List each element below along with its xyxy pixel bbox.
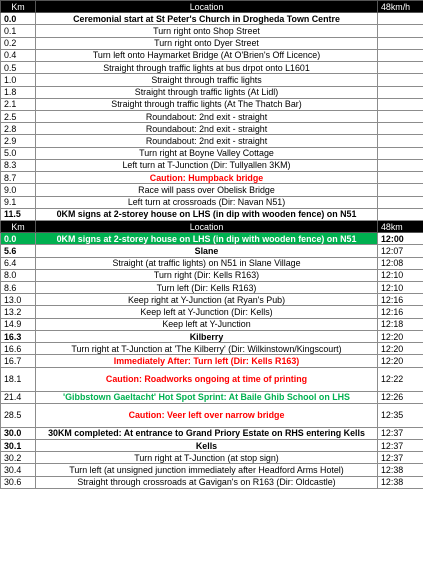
location-cell: Race will pass over Obelisk Bridge: [36, 184, 378, 196]
table-row: [1, 440, 423, 452]
location-cell: Roundabout: 2nd exit - straight: [36, 123, 378, 135]
location-cell: Turn left onto Haymarket Bridge (At O'Brien's Off Licence): [36, 49, 378, 61]
table-row: [1, 135, 423, 147]
location-cell: Straight (at traffic lights) on N51 in Slane Village: [36, 257, 378, 269]
time-cell: [378, 123, 423, 135]
km-cell: 8.3: [1, 159, 36, 171]
location-cell: Turn right at T-Junction at 'The Kilberry' (Dir: Wilkinstown/Kingscourt): [36, 343, 378, 355]
time-cell: [378, 196, 423, 208]
location-cell: Keep left at Y-Junction: [36, 318, 378, 330]
time-cell: 12:07: [378, 245, 423, 257]
time-cell: [378, 49, 423, 61]
table-row: [1, 110, 423, 122]
location-cell: Turn right onto Shop Street: [36, 25, 378, 37]
table-row: [1, 464, 423, 476]
location-cell: Caution: Humpback bridge: [36, 172, 378, 184]
km-cell: 1.0: [1, 74, 36, 86]
time-cell: 12:38: [378, 476, 423, 488]
table-row: [1, 343, 423, 355]
table-row: [1, 159, 423, 171]
km-cell: 16.6: [1, 343, 36, 355]
km-cell: 11.5: [1, 208, 36, 220]
km-cell: 8.0: [1, 269, 36, 281]
table-row: [1, 37, 423, 49]
location-cell: 30KM completed: At entrance to Grand Priory Estate on RHS entering Kells: [36, 427, 378, 439]
header-row: [1, 220, 423, 232]
km-cell: 16.7: [1, 355, 36, 367]
km-cell: 13.2: [1, 306, 36, 318]
table-row: [1, 196, 423, 208]
table-row: [1, 74, 423, 86]
km-cell: 30.4: [1, 464, 36, 476]
km-cell: 18.1: [1, 367, 36, 391]
location-cell: Location: [36, 220, 378, 232]
table-row: [1, 62, 423, 74]
km-cell: 5.0: [1, 147, 36, 159]
table-row: [1, 245, 423, 257]
km-cell: 0.4: [1, 49, 36, 61]
route-rows: [1, 1, 423, 489]
km-cell: 0.2: [1, 37, 36, 49]
km-cell: 2.8: [1, 123, 36, 135]
time-cell: 12:18: [378, 318, 423, 330]
km-cell: 30.6: [1, 476, 36, 488]
km-cell: 2.1: [1, 98, 36, 110]
time-cell: 12:38: [378, 464, 423, 476]
time-cell: 12:26: [378, 391, 423, 403]
time-cell: 48km/h: [378, 1, 423, 13]
location-cell: Turn left (at unsigned junction immediately after Headford Arms Hotel): [36, 464, 378, 476]
km-cell: 0.0: [1, 233, 36, 245]
km-cell: 1.8: [1, 86, 36, 98]
km-cell: 30.1: [1, 440, 36, 452]
table-row: [1, 269, 423, 281]
location-cell: Keep right at Y-Junction (at Ryan's Pub): [36, 294, 378, 306]
km-cell: 6.4: [1, 257, 36, 269]
location-cell: Keep left at Y-Junction (Dir: Kells): [36, 306, 378, 318]
time-cell: [378, 13, 423, 25]
time-cell: 12:16: [378, 306, 423, 318]
time-cell: [378, 159, 423, 171]
time-cell: 12:08: [378, 257, 423, 269]
time-cell: 12:10: [378, 269, 423, 281]
km-cell: 30.0: [1, 427, 36, 439]
table-row: [1, 147, 423, 159]
km-cell: 8.6: [1, 282, 36, 294]
location-cell: 'Gibbstown Gaeltacht' Hot Spot Sprint: At Baile Ghib School on LHS: [36, 391, 378, 403]
time-cell: 12:20: [378, 330, 423, 342]
time-cell: [378, 37, 423, 49]
km-cell: 9.0: [1, 184, 36, 196]
location-cell: Roundabout: 2nd exit - straight: [36, 110, 378, 122]
location-cell: Left turn at T-Junction (Dir: Tullyallen 3KM): [36, 159, 378, 171]
time-cell: [378, 147, 423, 159]
location-cell: Turn right onto Dyer Street: [36, 37, 378, 49]
location-cell: Caution: Veer left over narrow bridge: [36, 403, 378, 427]
location-cell: Straight through traffic lights (At The Thatch Bar): [36, 98, 378, 110]
time-cell: [378, 135, 423, 147]
location-cell: Straight through traffic lights: [36, 74, 378, 86]
location-cell: Straight through crossroads at Gavigan's on R163 (Dir: Oldcastle): [36, 476, 378, 488]
km-cell: 21.4: [1, 391, 36, 403]
time-cell: 12:35: [378, 403, 423, 427]
location-cell: Roundabout: 2nd exit - straight: [36, 135, 378, 147]
time-cell: 12:16: [378, 294, 423, 306]
table-row: [1, 13, 423, 25]
table-row: [1, 98, 423, 110]
table-row: [1, 49, 423, 61]
table-row: [1, 123, 423, 135]
table-row: [1, 306, 423, 318]
location-cell: Slane: [36, 245, 378, 257]
table-row: [1, 355, 423, 367]
location-cell: Location: [36, 1, 378, 13]
km-cell: 2.9: [1, 135, 36, 147]
km-cell: 9.1: [1, 196, 36, 208]
location-cell: Turn left (Dir: Kells R163): [36, 282, 378, 294]
km-cell: Km: [1, 1, 36, 13]
location-cell: Immediately After: Turn left (Dir: Kells R163): [36, 355, 378, 367]
location-cell: Turn right at Boyne Valley Cottage: [36, 147, 378, 159]
location-cell: Caution: Roadworks ongoing at time of printing: [36, 367, 378, 391]
time-cell: 12:22: [378, 367, 423, 391]
km-cell: 14.9: [1, 318, 36, 330]
km-cell: 0.0: [1, 13, 36, 25]
time-cell: [378, 110, 423, 122]
km-cell: 13.0: [1, 294, 36, 306]
table-row: [1, 25, 423, 37]
location-cell: Kilberry: [36, 330, 378, 342]
time-cell: 12:37: [378, 440, 423, 452]
time-cell: [378, 98, 423, 110]
location-cell: Turn right at T-Junction (at stop sign): [36, 452, 378, 464]
km-cell: 28.5: [1, 403, 36, 427]
time-cell: 12:20: [378, 343, 423, 355]
time-cell: [378, 184, 423, 196]
time-cell: 12:10: [378, 282, 423, 294]
time-cell: 48km: [378, 220, 423, 232]
table-row: [1, 476, 423, 488]
time-cell: 12:37: [378, 452, 423, 464]
table-row: [1, 318, 423, 330]
km-cell: 2.5: [1, 110, 36, 122]
location-cell: Straight through traffic lights at bus drpot onto L1601: [36, 62, 378, 74]
km-cell: Km: [1, 220, 36, 232]
time-cell: [378, 208, 423, 220]
header-row: [1, 1, 423, 13]
table-row: [1, 330, 423, 342]
table-row: [1, 233, 423, 245]
table-row: [1, 403, 423, 427]
table-row: [1, 391, 423, 403]
km-cell: 30.2: [1, 452, 36, 464]
table-row: [1, 257, 423, 269]
table-row: [1, 172, 423, 184]
table-row: [1, 367, 423, 391]
time-cell: [378, 62, 423, 74]
time-cell: [378, 86, 423, 98]
table-row: [1, 452, 423, 464]
location-cell: Turn right (Dir: Kells R163): [36, 269, 378, 281]
location-cell: Left turn at crossroads (Dir: Navan N51): [36, 196, 378, 208]
km-cell: 0.1: [1, 25, 36, 37]
km-cell: 16.3: [1, 330, 36, 342]
table-row: [1, 294, 423, 306]
time-cell: [378, 25, 423, 37]
location-cell: Kells: [36, 440, 378, 452]
km-cell: 0.5: [1, 62, 36, 74]
location-cell: 0KM signs at 2-storey house on LHS (in dip with wooden fence) on N51: [36, 208, 378, 220]
location-cell: 0KM signs at 2-storey house on LHS (in dip with wooden fence) on N51: [36, 233, 378, 245]
table-row: [1, 427, 423, 439]
time-cell: 12:00: [378, 233, 423, 245]
location-cell: Ceremonial start at St Peter's Church in Drogheda Town Centre: [36, 13, 378, 25]
location-cell: Straight through traffic lights (At Lidl): [36, 86, 378, 98]
table-row: [1, 86, 423, 98]
km-cell: 8.7: [1, 172, 36, 184]
table-row: [1, 208, 423, 220]
time-cell: [378, 172, 423, 184]
time-cell: [378, 74, 423, 86]
time-cell: 12:37: [378, 427, 423, 439]
km-cell: 5.6: [1, 245, 36, 257]
table-row: [1, 184, 423, 196]
time-cell: 12:20: [378, 355, 423, 367]
table-row: [1, 282, 423, 294]
